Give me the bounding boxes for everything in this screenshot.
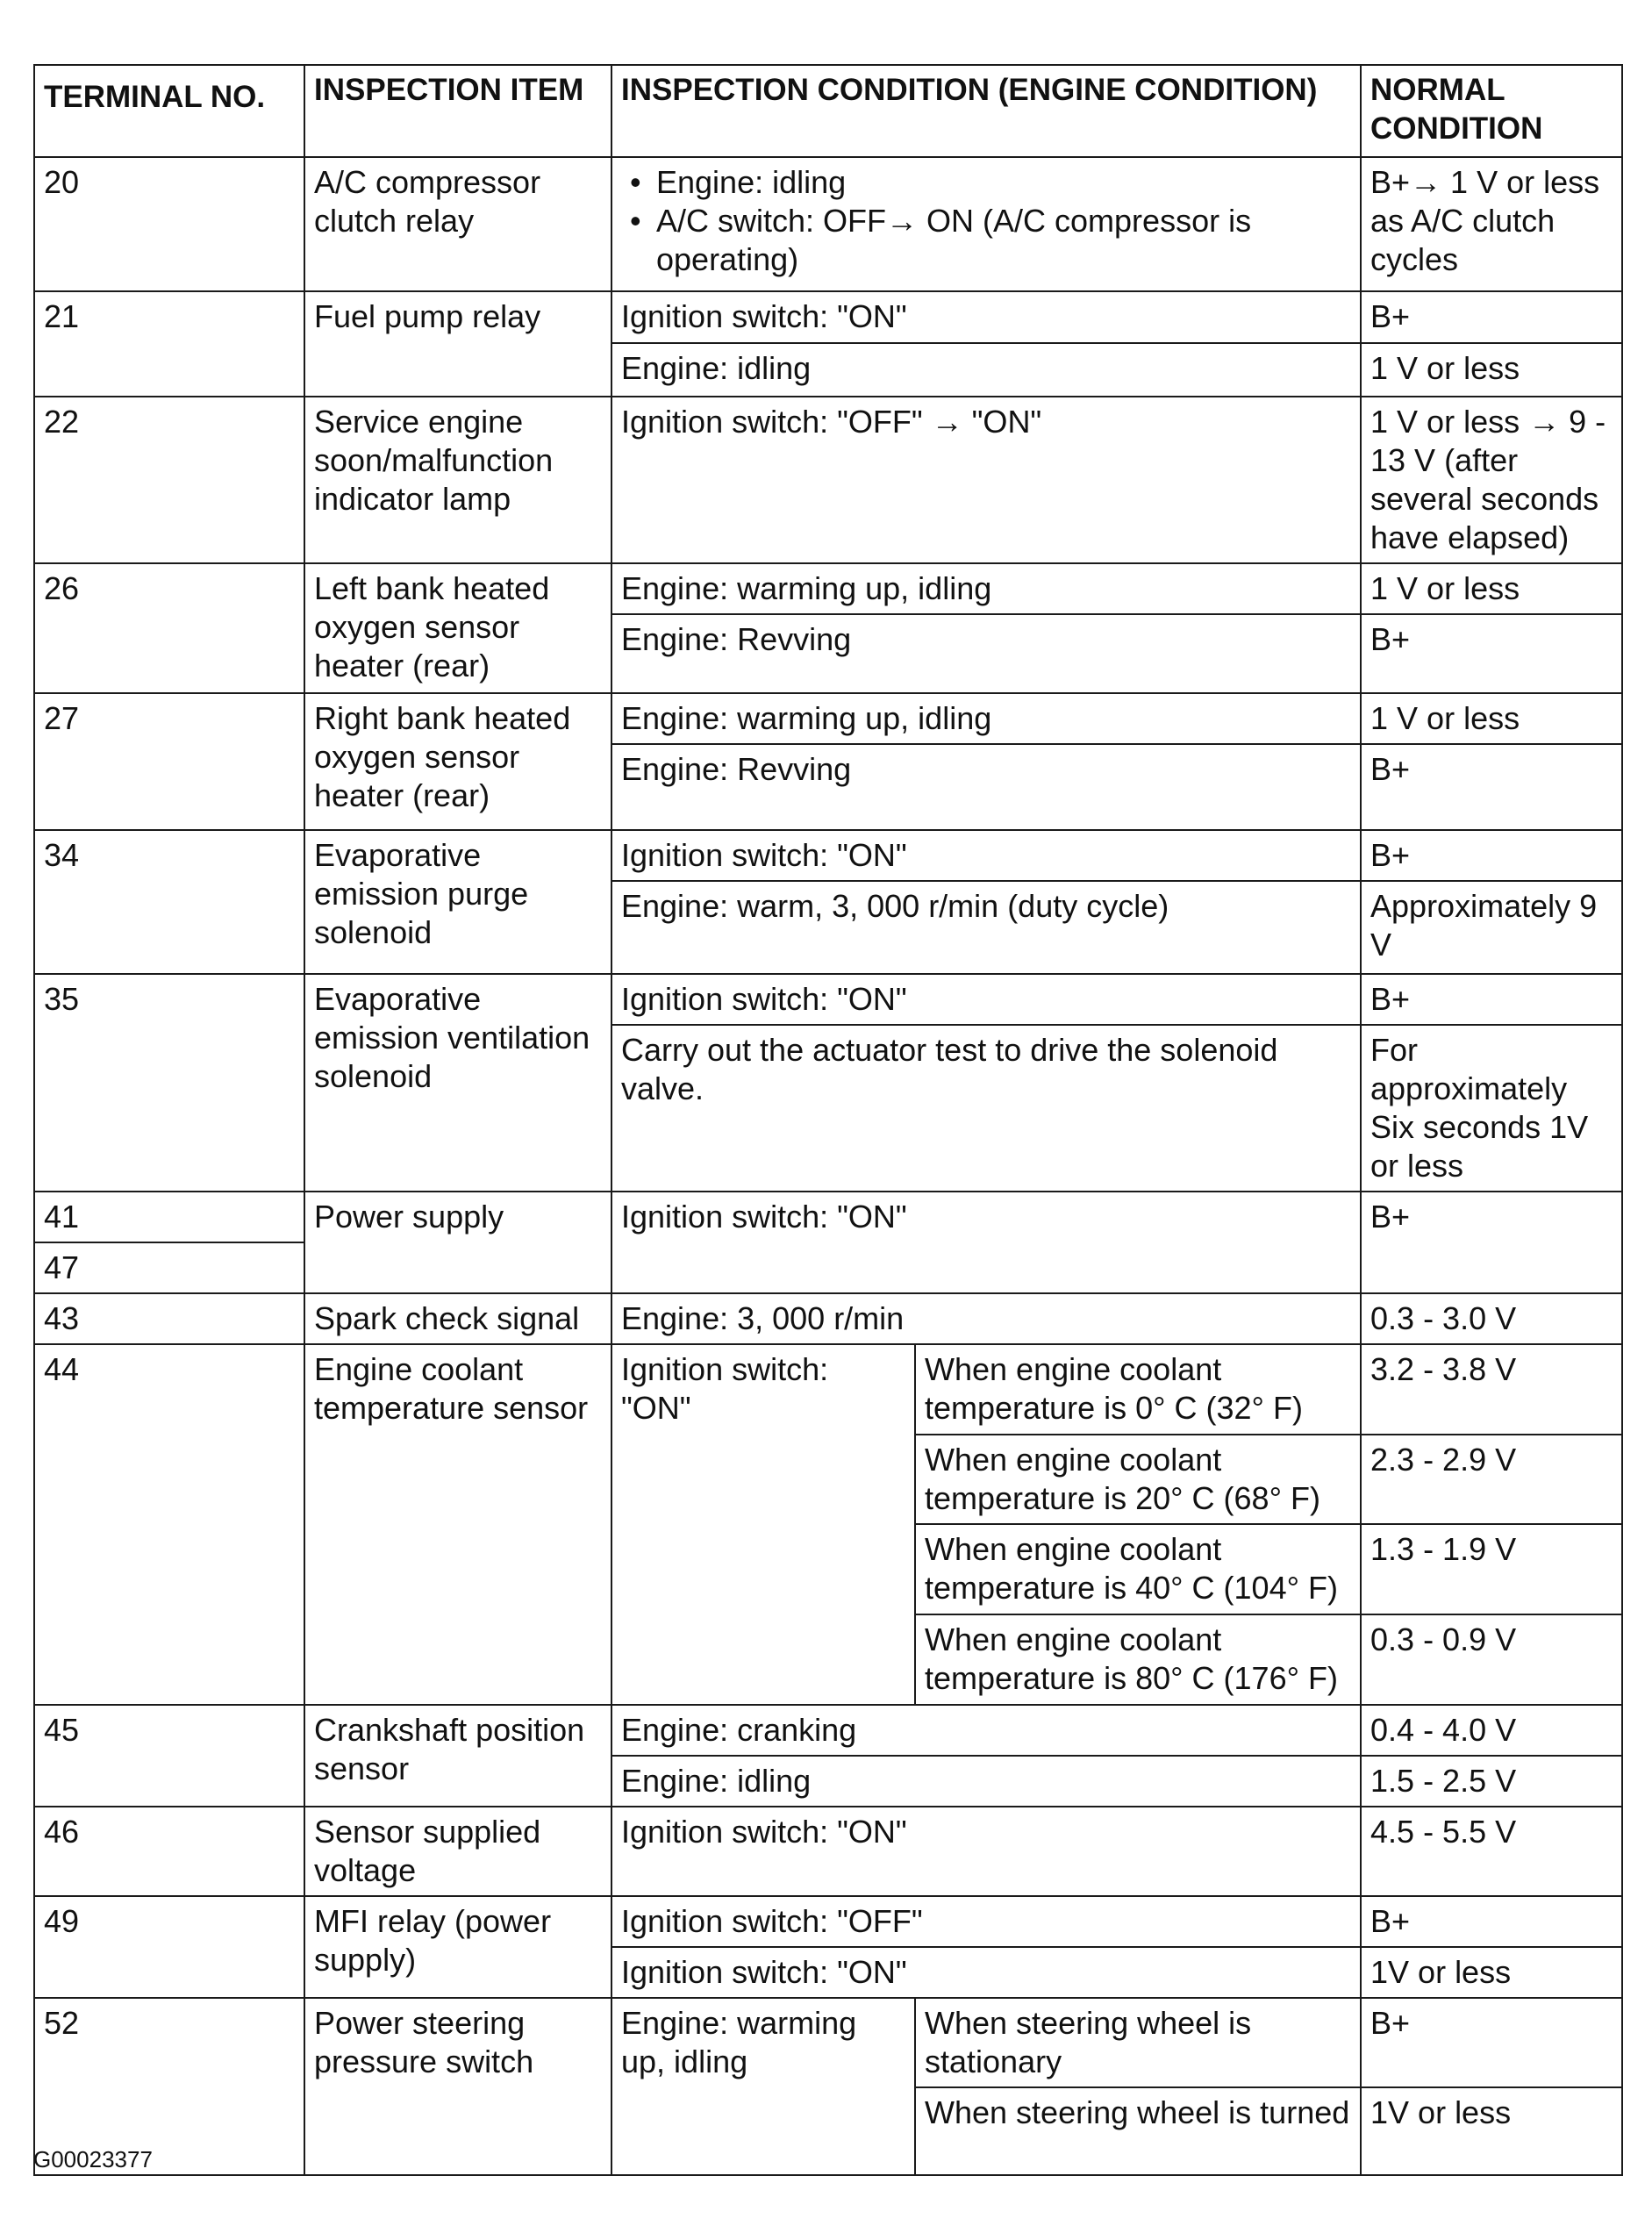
inspection-condition: Ignition switch: "OFF" → "ON" (611, 397, 1361, 563)
normal-condition: Approximately 9 V (1361, 881, 1622, 974)
terminal-number: 47 (34, 1242, 304, 1293)
normal-condition: B+ (1361, 1896, 1622, 1947)
inspection-document (33, 64, 1621, 2176)
normal-condition: 1.3 - 1.9 V (1361, 1524, 1622, 1614)
table-header-row (34, 65, 1622, 157)
normal-condition: 0.3 - 3.0 V (1361, 1293, 1622, 1344)
inspection-condition: Engine: warming up, idling (611, 563, 1361, 614)
header-condition: INSPECTION CONDITION (ENGINE CONDITION) (611, 65, 1361, 157)
normal-condition: 1V or less (1361, 2087, 1622, 2175)
inspection-item: Engine coolant temperature sensor (304, 1344, 611, 1705)
header-item: INSPECTION ITEM (304, 65, 611, 157)
table-row (34, 563, 1622, 614)
table-row (34, 1807, 1622, 1896)
table-row (34, 157, 1622, 291)
table-row (34, 1192, 1622, 1242)
terminal-number: 44 (34, 1344, 304, 1705)
table-row (34, 291, 1622, 343)
inspection-item: Evaporative emission purge solenoid (304, 830, 611, 974)
terminal-number: 35 (34, 974, 304, 1192)
normal-condition: 1.5 - 2.5 V (1361, 1756, 1622, 1807)
table-row (34, 693, 1622, 744)
normal-condition: 0.4 - 4.0 V (1361, 1705, 1622, 1756)
inspection-condition: Engine: warm, 3, 000 r/min (duty cycle) (611, 881, 1361, 974)
terminal-number: 22 (34, 397, 304, 563)
header-terminal: TERMINAL NO. (34, 65, 304, 157)
inspection-item: Service engine soon/malfunction indicator lamp (304, 397, 611, 563)
terminal-number: 46 (34, 1807, 304, 1896)
normal-condition: B+→ 1 V or less as A/C clutch cycles (1361, 157, 1622, 291)
normal-condition: For approximately Six seconds 1V or less (1361, 1025, 1622, 1192)
normal-condition: B+ (1361, 830, 1622, 881)
inspection-condition: Engine: warming up, idling (611, 693, 1361, 744)
sub-condition: When engine coolant temperature is 0° C (32° F) (915, 1344, 1361, 1435)
terminal-number: 21 (34, 291, 304, 397)
inspection-item: Right bank heated oxygen sensor heater (rear) (304, 693, 611, 830)
sub-condition: When engine coolant temperature is 40° C (104° F) (915, 1524, 1361, 1614)
header-normal: NORMAL CONDITION (1361, 65, 1622, 157)
inspection-condition: Engine: idling (611, 1756, 1361, 1807)
terminal-number: 49 (34, 1896, 304, 1998)
inspection-condition (611, 157, 1361, 291)
terminal-number: 41 (34, 1192, 304, 1242)
table-row (34, 1998, 1622, 2087)
normal-condition: B+ (1361, 974, 1622, 1025)
table-row (34, 1293, 1622, 1344)
normal-condition: 1 V or less (1361, 693, 1622, 744)
normal-condition: B+ (1361, 1192, 1622, 1293)
condition-bullet: • A/C switch: OFF→ ON (A/C compressor is operating) (621, 202, 1351, 279)
inspection-condition: Ignition switch: "ON" (611, 1344, 915, 1705)
inspection-item: Spark check signal (304, 1293, 611, 1344)
figure-id: G00023377 (33, 2146, 153, 2172)
condition-bullet-list (621, 163, 1351, 279)
inspection-item: MFI relay (power supply) (304, 1896, 611, 1998)
normal-condition: 1 V or less (1361, 563, 1622, 614)
inspection-item: A/C compressor clutch relay (304, 157, 611, 291)
terminal-number: 45 (34, 1705, 304, 1807)
terminal-inspection-table (33, 64, 1623, 2176)
terminal-number: 20 (34, 157, 304, 291)
normal-condition: B+ (1361, 744, 1622, 830)
normal-condition: 3.2 - 3.8 V (1361, 1344, 1622, 1435)
sub-condition: When engine coolant temperature is 80° C (176° F) (915, 1614, 1361, 1705)
inspection-item: Evaporative emission ventilation solenoid (304, 974, 611, 1192)
terminal-number: 27 (34, 693, 304, 830)
table-row (34, 1896, 1622, 1947)
terminal-number: 52 (34, 1998, 304, 2175)
inspection-condition: Engine: Revving (611, 744, 1361, 830)
terminal-number: 26 (34, 563, 304, 693)
terminal-number: 34 (34, 830, 304, 974)
inspection-condition: Ignition switch: "ON" (611, 974, 1361, 1025)
sub-condition: When engine coolant temperature is 20° C (68° F) (915, 1435, 1361, 1524)
inspection-item: Sensor supplied voltage (304, 1807, 611, 1896)
table-row (34, 830, 1622, 881)
normal-condition: 4.5 - 5.5 V (1361, 1807, 1622, 1896)
inspection-item: Power steering pressure switch (304, 1998, 611, 2175)
sub-condition: When steering wheel is turned (915, 2087, 1361, 2175)
inspection-item: Crankshaft position sensor (304, 1705, 611, 1807)
inspection-item: Left bank heated oxygen sensor heater (rear) (304, 563, 611, 693)
inspection-condition: Ignition switch: "ON" (611, 291, 1361, 343)
table-row (34, 1344, 1622, 1435)
inspection-item: Fuel pump relay (304, 291, 611, 397)
table-row (34, 1705, 1622, 1756)
inspection-condition: Ignition switch: "ON" (611, 830, 1361, 881)
terminal-number: 43 (34, 1293, 304, 1344)
inspection-condition: Engine: idling (611, 343, 1361, 397)
inspection-condition: Engine: cranking (611, 1705, 1361, 1756)
condition-bullet: • Engine: idling (621, 163, 1351, 202)
sub-condition: When steering wheel is stationary (915, 1998, 1361, 2087)
inspection-condition: Carry out the actuator test to drive the solenoid valve. (611, 1025, 1361, 1192)
normal-condition: 1 V or less (1361, 343, 1622, 397)
inspection-condition: Ignition switch: "OFF" (611, 1896, 1361, 1947)
inspection-condition: Ignition switch: "ON" (611, 1807, 1361, 1896)
normal-condition: B+ (1361, 291, 1622, 343)
normal-condition: B+ (1361, 614, 1622, 693)
table-row (34, 397, 1622, 563)
inspection-condition: Ignition switch: "ON" (611, 1192, 1361, 1293)
normal-condition: 0.3 - 0.9 V (1361, 1614, 1622, 1705)
inspection-condition: Engine: Revving (611, 614, 1361, 693)
normal-condition: 1V or less (1361, 1947, 1622, 1998)
normal-condition: B+ (1361, 1998, 1622, 2087)
inspection-item: Power supply (304, 1192, 611, 1293)
inspection-condition: Engine: warming up, idling (611, 1998, 915, 2175)
normal-condition: 2.3 - 2.9 V (1361, 1435, 1622, 1524)
normal-condition: 1 V or less → 9 - 13 V (after several seconds have elapsed) (1361, 397, 1622, 563)
table-row (34, 974, 1622, 1025)
inspection-condition: Ignition switch: "ON" (611, 1947, 1361, 1998)
inspection-condition: Engine: 3, 000 r/min (611, 1293, 1361, 1344)
